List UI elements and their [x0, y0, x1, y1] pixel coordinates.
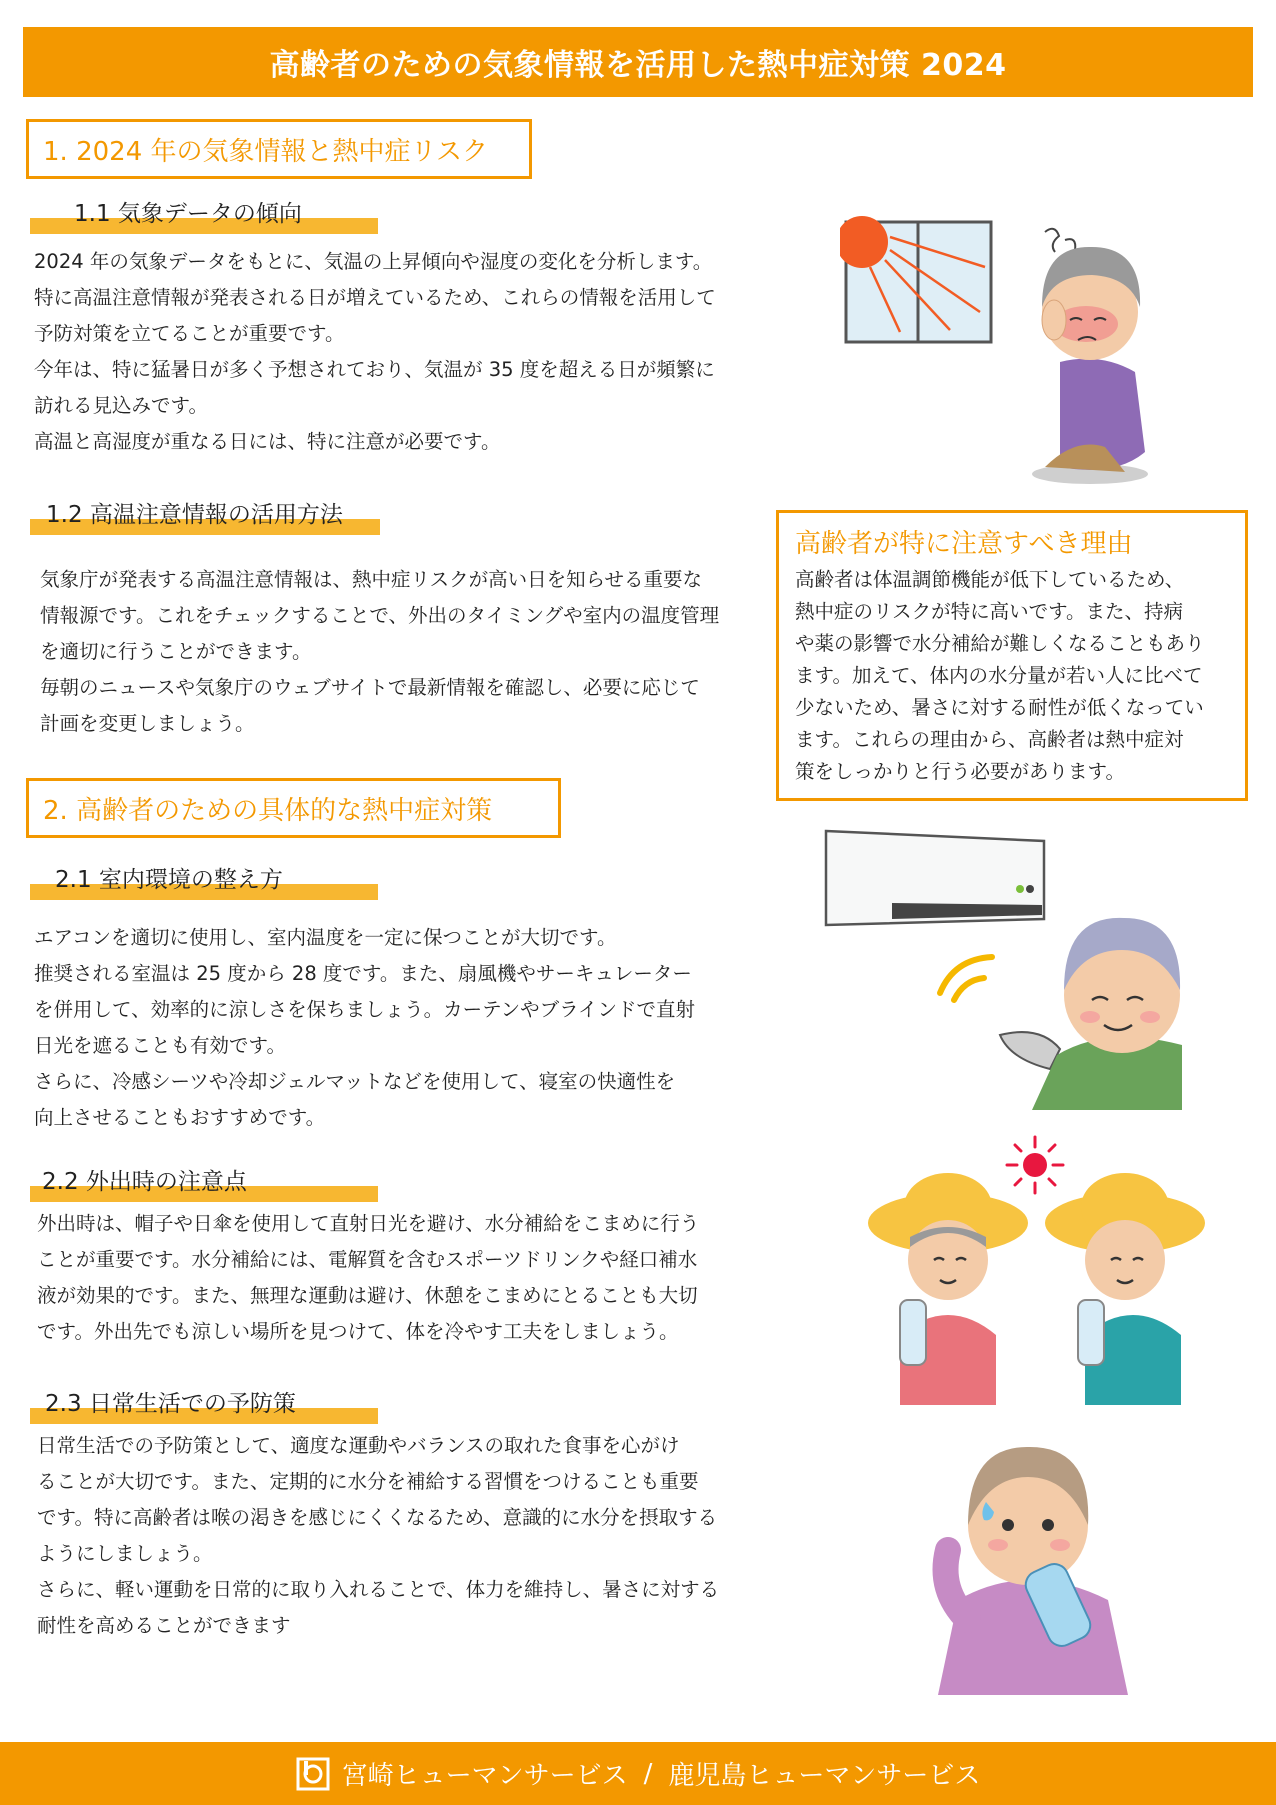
paragraph-line: ようにしましょう。	[37, 1542, 213, 1565]
subsection-2-2-body	[37, 1206, 767, 1350]
paragraph-line: 液が効果的です。また、無理な運動は避け、休憩をこまめにとることも大切	[37, 1284, 698, 1307]
subsection-2-3-heading	[30, 1386, 378, 1424]
subsection-1-2-title: 1.2 高温注意情報の活用方法	[46, 502, 343, 528]
company-logo-icon	[296, 1757, 330, 1791]
box-line: 少ないため、暑さに対する耐性が低くなってい	[795, 696, 1204, 719]
footer-separator: /	[643, 1758, 653, 1789]
section-1-heading: 1. 2024 年の気象情報と熱中症リスク	[26, 119, 532, 179]
section-2-heading: 2. 高齢者のための具体的な熱中症対策	[26, 778, 561, 838]
air-conditioner-illustration	[822, 825, 1182, 1110]
subsection-2-2-heading	[30, 1164, 378, 1202]
paragraph-line: 高温と高湿度が重なる日には、特に注意が必要です。	[34, 430, 501, 453]
paragraph-line: です。特に高齢者は喉の渇きを感じにくくなるため、意識的に水分を摂取する	[37, 1506, 718, 1529]
paragraph-line: 特に高温注意情報が発表される日が増えているため、これらの情報を活用して	[34, 286, 716, 309]
subsection-1-1-title: 1.1 気象データの傾向	[74, 201, 302, 227]
paragraph-line: ることが大切です。また、定期的に水分を補給する習慣をつけることも重要	[37, 1470, 699, 1493]
subsection-2-3-title: 2.3 日常生活での予防策	[45, 1391, 296, 1417]
box-line: 策をしっかりと行う必要があります。	[795, 760, 1125, 783]
subsection-1-2-body	[40, 562, 770, 742]
footer	[0, 1742, 1276, 1805]
paragraph-line: 推奨される室温は 25 度から 28 度です。また、扇風機やサーキュレーター	[34, 962, 692, 985]
paragraph-line: エアコンを適切に使用し、室内温度を一定に保つことが大切です。	[34, 926, 617, 949]
footer-org-miyazaki: 宮崎ヒューマンサービス	[341, 1761, 628, 1791]
subsection-2-2-title: 2.2 外出時の注意点	[42, 1169, 247, 1195]
paragraph-line: ことが重要です。水分補給には、電解質を含むスポーツドリンクや経口補水	[37, 1248, 698, 1271]
paragraph-line: 訪れる見込みです。	[34, 394, 208, 417]
box-line: 高齢者は体温調節機能が低下しているため、	[795, 568, 1185, 591]
subsection-2-1-body	[34, 920, 764, 1136]
box-line: 熱中症のリスクが特に高いです。また、持病	[795, 600, 1184, 623]
paragraph-line: さらに、軽い運動を日常的に取り入れることで、体力を維持し、暑さに対する	[37, 1578, 720, 1601]
paragraph-line: です。外出先でも涼しい場所を見つけて、体を冷やす工夫をしましょう。	[37, 1320, 679, 1343]
paragraph-line: 外出時は、帽子や日傘を使用して直射日光を避け、水分補給をこまめに行う	[37, 1212, 700, 1235]
paragraph-line: 気象庁が発表する高温注意情報は、熱中症リスクが高い日を知らせる重要な	[40, 568, 703, 591]
paragraph-line: 日常生活での予防策として、適度な運動やバランスの取れた食事を心がけ	[37, 1434, 680, 1457]
elderly-caution-box	[776, 510, 1248, 801]
subsection-1-1-body	[34, 244, 764, 460]
subsection-1-2-heading	[30, 497, 380, 535]
paragraph-line: を併用して、効率的に涼しさを保ちましょう。カーテンやブラインドで直射	[34, 998, 696, 1021]
paragraph-line: 向上させることもおすすめです。	[34, 1106, 326, 1129]
drinking-water-illustration	[928, 1430, 1138, 1695]
paragraph-line: 毎朝のニュースや気象庁のウェブサイトで最新情報を確認し、必要に応じて	[40, 676, 700, 699]
subsection-2-1-title: 2.1 室内環境の整え方	[55, 867, 283, 893]
paragraph-line: 日光を遮ることも有効です。	[34, 1034, 286, 1057]
elderly-caution-title: 高齢者が特に注意すべき理由	[795, 529, 1133, 559]
heat-exhaustion-illustration	[840, 212, 1180, 487]
paragraph-line: 計画を変更しましょう。	[40, 712, 255, 735]
subsection-2-3-body	[37, 1428, 767, 1644]
paragraph-line: 情報源です。これをチェックすることで、外出のタイミングや室内の温度管理	[40, 604, 720, 627]
paragraph-line: 2024 年の気象データをもとに、気温の上昇傾向や湿度の変化を分析します。	[34, 250, 713, 273]
box-line: ます。これらの理由から、高齢者は熱中症対	[795, 728, 1184, 751]
paragraph-line: 予防対策を立てることが重要です。	[34, 322, 345, 345]
box-line: ます。加えて、体内の水分量が若い人に比べて	[795, 664, 1203, 687]
sun-hat-elders-illustration	[860, 1135, 1230, 1405]
paragraph-line: を適切に行うことができます。	[40, 640, 312, 663]
paragraph-line: 耐性を高めることができます	[37, 1614, 291, 1637]
subsection-2-1-heading	[30, 862, 378, 900]
box-line: や薬の影響で水分補給が難しくなることもあり	[795, 632, 1205, 655]
paragraph-line: 今年は、特に猛暑日が多く予想されており、気温が 35 度を超える日が頻繁に	[34, 358, 715, 381]
paragraph-line: さらに、冷感シーツや冷却ジェルマットなどを使用して、寝室の快適性を	[34, 1070, 676, 1093]
footer-org-kagoshima: 鹿児島ヒューマンサービス	[668, 1761, 981, 1791]
page-title: 高齢者のための気象情報を活用した熱中症対策 2024	[23, 27, 1253, 97]
subsection-1-1-heading	[30, 196, 378, 234]
